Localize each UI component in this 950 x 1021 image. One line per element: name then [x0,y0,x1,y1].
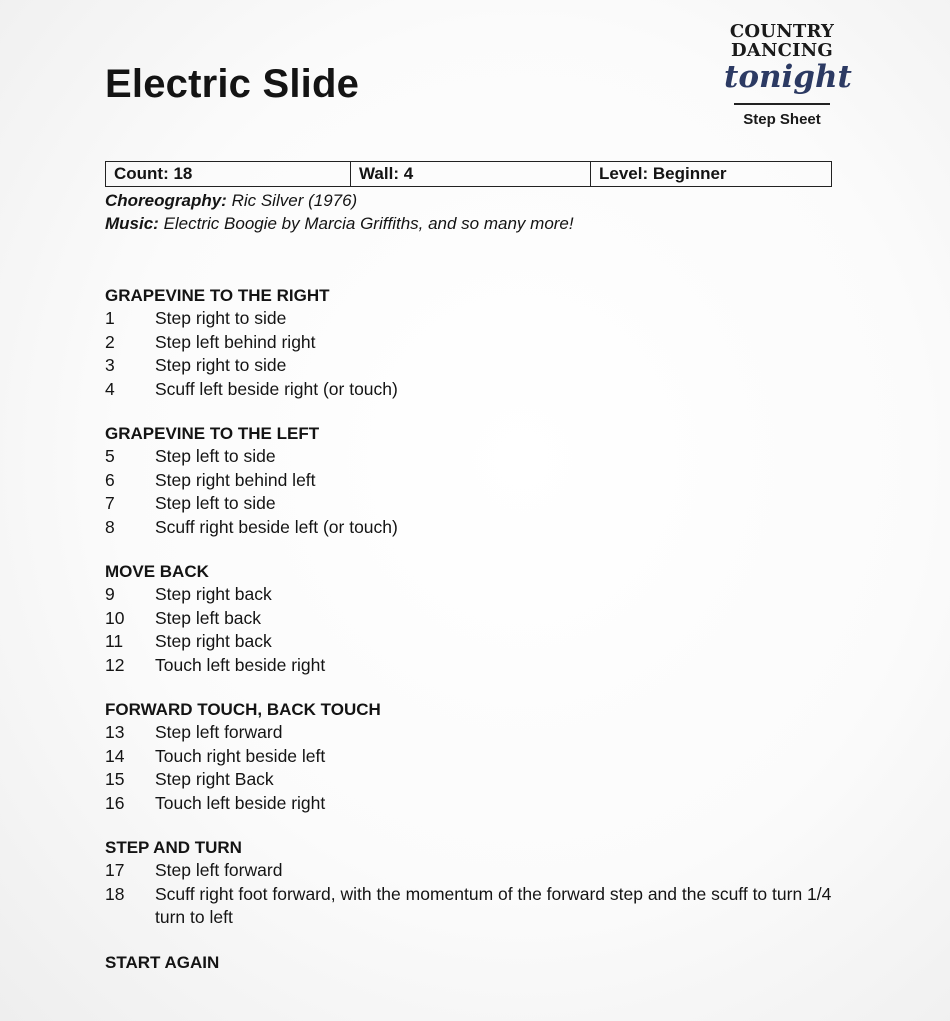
step-row [105,792,845,816]
step-row [105,445,845,469]
section-grapevine-left [105,422,845,539]
step-row [105,516,845,540]
step-number: 11 [105,631,124,651]
step-description: Step right back [155,631,272,651]
step-description: Step right to side [155,308,287,328]
section-title: GRAPEVINE TO THE LEFT [105,424,320,443]
section-title: FORWARD TOUCH, BACK TOUCH [105,700,381,719]
step-number: 10 [105,607,125,628]
music-line [105,213,574,235]
step-row [105,583,845,607]
step-description: Scuff right foot forward, with the momentum of the forward step and the scuff to turn 1/4 turn to left [155,883,832,927]
step-description: Scuff left beside right (or touch) [155,378,398,399]
step-row [105,883,845,930]
section-step-and-turn [105,836,845,930]
step-description: Touch right beside left [155,745,326,766]
section-move-back [105,560,845,677]
step-description: Step left to side [155,493,276,513]
step-row [105,721,845,745]
step-row [105,354,845,378]
step-number: 7 [105,493,115,513]
step-description: Scuff right beside left (or touch) [155,516,398,537]
step-row [105,607,845,631]
step-number: 15 [105,769,125,789]
step-row [105,768,845,792]
step-number: 17 [105,860,125,880]
section-forward-touch-back-touch [105,698,845,815]
step-number: 18 [105,883,125,904]
logo-script-tonight: tonight [724,59,852,95]
step-number: 8 [105,516,115,537]
step-description: Step left to side [155,446,276,466]
step-number: 6 [105,469,115,490]
level-cell: Level: Beginner [591,162,832,187]
logo-line-dancing: DANCING [731,40,833,61]
step-number: 9 [105,584,115,604]
start-again-label: START AGAIN [105,952,220,972]
step-description: Step left behind right [155,331,316,352]
step-description: Step right back [155,584,272,604]
dance-info-row [106,162,832,187]
step-row [105,654,845,678]
choreography-line [105,190,357,212]
step-sections [105,284,845,974]
step-description: Touch left beside right [155,792,326,813]
wall-cell: Wall: 4 [351,162,591,187]
step-number: 12 [105,654,125,675]
section-title: GRAPEVINE TO THE RIGHT [105,286,330,305]
section-grapevine-right [105,284,845,401]
step-description: Step right to side [155,355,287,375]
step-row [105,469,845,493]
step-description: Touch left beside right [155,654,326,675]
step-row [105,378,845,402]
step-number: 5 [105,446,115,466]
step-number: 2 [105,331,115,352]
section-title: STEP AND TURN [105,838,242,857]
choreography-value: Ric Silver (1976) [226,191,358,210]
dance-info-table [105,161,832,187]
country-dancing-tonight-logo [724,21,852,128]
step-description: Step right Back [155,769,274,789]
step-number: 3 [105,355,115,375]
step-number: 16 [105,792,125,813]
count-cell: Count: 18 [106,162,351,187]
step-description: Step left back [155,607,262,628]
step-row [105,745,845,769]
music-value: Electric Boogie by Marcia Griffiths, and so many more! [158,214,574,233]
dance-title: Electric Slide [105,62,360,106]
music-label: Music: [105,214,159,233]
step-number: 4 [105,378,115,399]
logo-divider [734,103,830,105]
step-row [105,492,845,516]
step-row [105,307,845,331]
step-number: 14 [105,745,125,766]
step-description: Step right behind left [155,469,316,490]
step-row [105,859,845,883]
choreography-label: Choreography: [105,191,227,210]
logo-subtitle: Step Sheet [743,111,821,128]
section-title: MOVE BACK [105,562,209,581]
step-description: Step left forward [155,722,283,742]
step-description: Step left forward [155,860,283,880]
step-row [105,331,845,355]
step-number: 1 [105,308,115,328]
step-row [105,630,845,654]
logo-line-country: COUNTRY [729,21,835,42]
step-number: 13 [105,722,125,742]
